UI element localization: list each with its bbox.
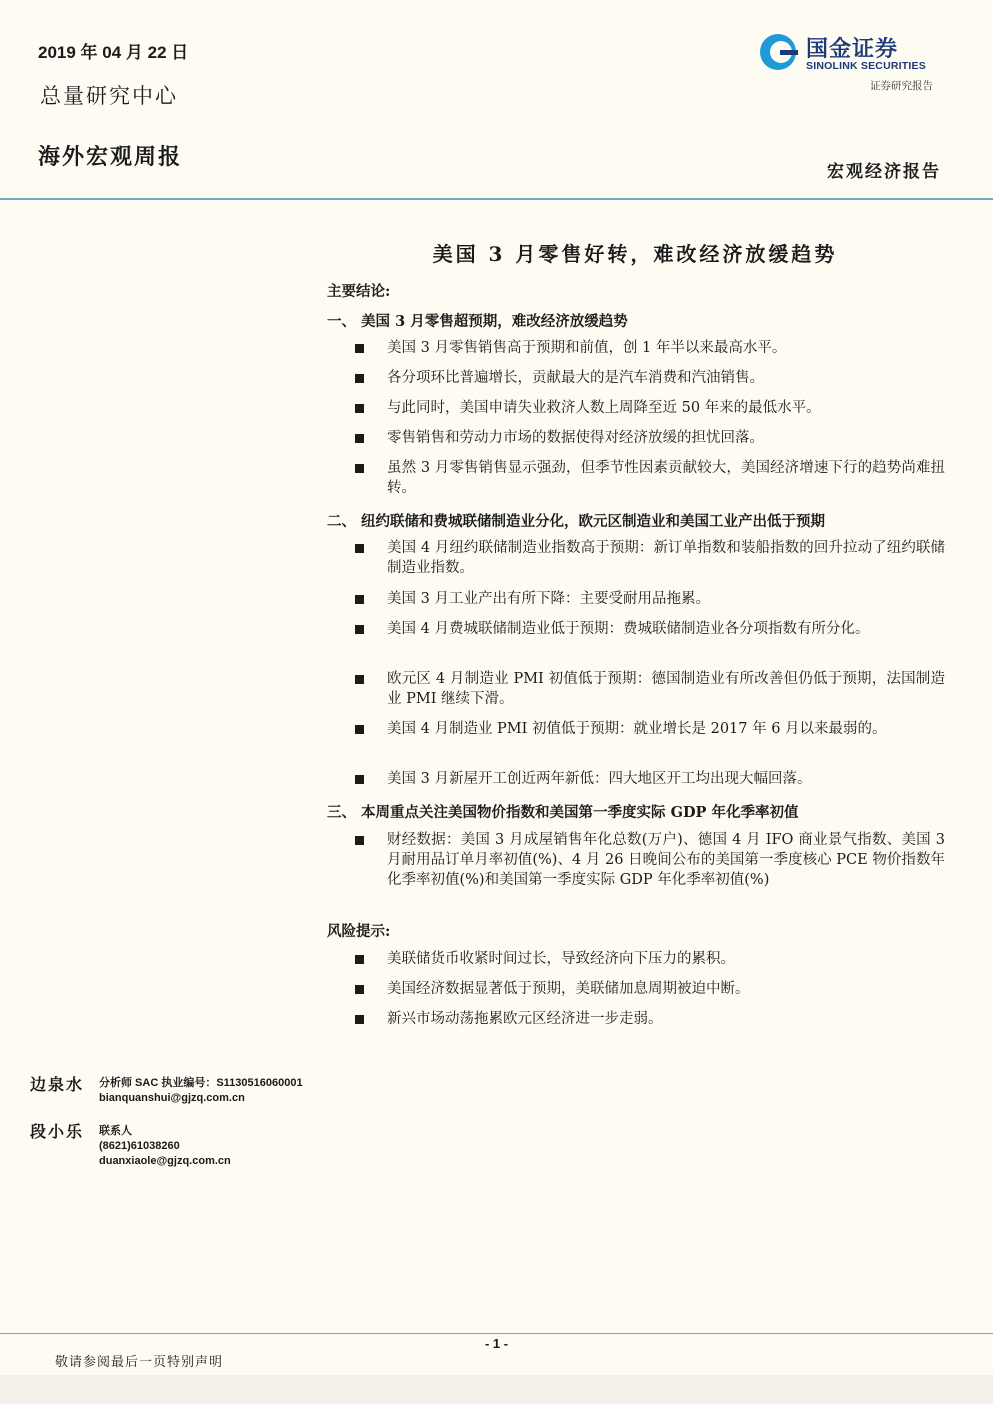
footer-disclaimer: 敬请参阅最后一页特别声明 [55,1355,224,1370]
logo-text-cn: 国金证券 [806,37,899,62]
company-logo [758,30,946,76]
logo-mark-icon [758,32,798,72]
logo-subtitle: 证券研究报告 [870,80,933,92]
bullet-square-icon [355,625,364,634]
page-number: - 1 - [484,1336,509,1351]
author-email[interactable]: bianquanshui@gjzq.com.cn [99,1092,245,1104]
report-type: 宏观经济报告 [827,162,941,182]
bullet-square-icon [355,836,364,845]
bullet-square-icon [355,775,364,784]
section-heading: 二、 纽约联储和费城联储制造业分化，欧元区制造业和美国工业产出低于预期 [327,513,826,530]
series-title: 海外宏观周报 [38,144,183,170]
bullet-square-icon [355,1015,364,1024]
bullet-square-icon [355,404,364,413]
header-divider [0,198,993,200]
main-title: 美国 3 月零售好转，难改经济放缓趋势 [432,242,838,266]
bullet-square-icon [355,464,364,473]
bullet-square-icon [355,985,364,994]
author-name: 段小乐 [30,1122,85,1141]
author-credential: 分析师 SAC 执业编号：S1130516060001 [99,1077,303,1089]
bullet-square-icon [355,675,364,684]
footer-divider [0,1333,993,1334]
bullet-square-icon [355,725,364,734]
research-center: 总量研究中心 [40,84,178,108]
bullet-square-icon [355,434,364,443]
author-email[interactable]: duanxiaole@gjzq.com.cn [99,1155,231,1167]
bullet-square-icon [355,955,364,964]
conclusion-label: 主要结论: [327,283,391,300]
author-info [99,1076,303,1106]
report-date: 2019 年 04 月 22 日 [38,43,189,62]
author-role: 联系人 [99,1125,132,1137]
bullet-square-icon [355,344,364,353]
author-name: 边泉水 [30,1075,85,1094]
author-phone: (8621)61038260 [99,1140,180,1152]
risk-label: 风险提示: [327,923,391,940]
author-info [99,1124,231,1169]
logo-text-en: SINOLINK SECURITIES [806,60,926,72]
section-heading: 三、 本周重点关注美国物价指数和美国第一季度实际 GDP 年化季率初值 [327,804,799,821]
bullet-square-icon [355,595,364,604]
bullet-square-icon [355,374,364,383]
footer-band [0,1375,993,1404]
bullet-square-icon [355,544,364,553]
section-heading: 一、 美国 3 月零售超预期，难改经济放缓趋势 [327,313,628,330]
